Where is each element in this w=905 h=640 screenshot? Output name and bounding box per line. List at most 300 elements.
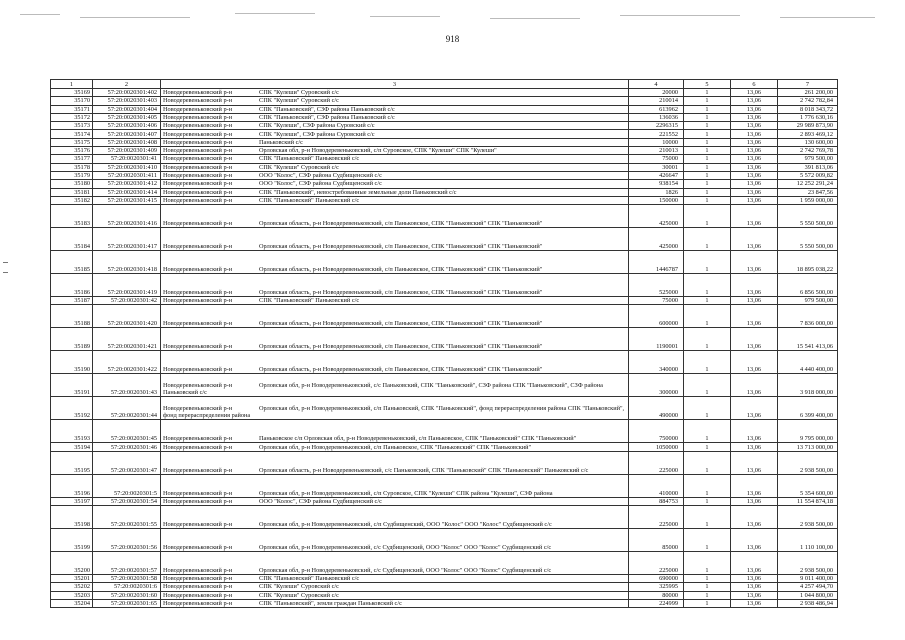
cadastral-value: 5 572 009,82	[778, 171, 838, 179]
address-text: ООО "Колос", СЗФ района Судбищенский с/с	[259, 172, 382, 180]
location-cell	[161, 529, 629, 552]
row-number: 35185	[51, 251, 93, 274]
rate-value: 13,06	[731, 497, 778, 505]
table-row	[51, 583, 838, 591]
quantity-value: 1	[684, 575, 731, 583]
table-row	[51, 130, 838, 138]
cadastral-value: 391 813,06	[778, 163, 838, 171]
column-header: 6	[731, 80, 778, 89]
row-number: 35201	[51, 575, 93, 583]
cadastral-value: 7 836 000,00	[778, 305, 838, 328]
district-name: Новодеревеньковский р-н	[163, 130, 233, 138]
rate-value: 13,06	[731, 251, 778, 274]
cadastral-number: 57:20:0020301:42	[93, 297, 161, 305]
table-row	[51, 180, 838, 188]
cadastral-value: 2 938 500,00	[778, 506, 838, 529]
cadastral-value: 3 918 000,00	[778, 374, 838, 397]
address-text: СПК "Паньковский" Паньковский с/с	[259, 196, 360, 204]
location-cell	[161, 105, 629, 113]
rate-value: 13,06	[731, 171, 778, 179]
quantity-value: 1	[684, 228, 731, 251]
cadastral-value: 5 354 600,00	[778, 474, 838, 497]
district-name: Новодеревеньковский р-н	[163, 122, 233, 130]
cadastral-value: 5 550 500,00	[778, 228, 838, 251]
cadastral-value: 29 989 873,90	[778, 122, 838, 130]
table-row	[51, 351, 838, 374]
quantity-value: 1	[684, 138, 731, 146]
rate-value: 13,06	[731, 274, 778, 297]
cadastral-value: 2 742 769,78	[778, 147, 838, 155]
cadastral-number: 57:20:0020301:65	[93, 599, 161, 607]
district-name: Новодеревеньковский р-н	[163, 163, 233, 171]
row-number: 35198	[51, 506, 93, 529]
location-cell	[161, 251, 629, 274]
district-name: Новодеревеньковский р-н	[163, 435, 233, 443]
area-value: 210013	[629, 147, 684, 155]
cadastral-number: 57:20:0020301:421	[93, 328, 161, 351]
cadastral-number: 57:20:0020301:420	[93, 305, 161, 328]
row-number: 35171	[51, 105, 93, 113]
row-number: 35183	[51, 205, 93, 228]
row-number: 35200	[51, 552, 93, 575]
rate-value: 13,06	[731, 451, 778, 474]
address-text: Паньковский с/с	[259, 138, 303, 146]
location-cell	[161, 205, 629, 228]
cadastral-value: 2 938 486,94	[778, 599, 838, 607]
quantity-value: 1	[684, 599, 731, 607]
location-cell	[161, 297, 629, 305]
table-row	[51, 138, 838, 146]
table-row	[51, 97, 838, 105]
location-cell	[161, 138, 629, 146]
district-name: Новодеревеньковский р-н	[163, 366, 233, 374]
cadastral-number: 57:20:0020301:402	[93, 89, 161, 97]
rate-value: 13,06	[731, 575, 778, 583]
column-header: 3	[161, 80, 629, 89]
row-number: 35170	[51, 97, 93, 105]
row-number: 35169	[51, 89, 93, 97]
table-row	[51, 251, 838, 274]
rate-value: 13,06	[731, 305, 778, 328]
area-value: 340000	[629, 351, 684, 374]
area-value: 884753	[629, 497, 684, 505]
table-row	[51, 474, 838, 497]
district-name: Новодеревеньковский р-н	[163, 138, 233, 146]
district-name: Новодеревеньковский р-н	[163, 575, 233, 583]
area-value: 600000	[629, 305, 684, 328]
quantity-value: 1	[684, 497, 731, 505]
table-row	[51, 155, 838, 163]
cadastral-number: 57:20:0020301:57	[93, 552, 161, 575]
table-row	[51, 171, 838, 179]
area-value: 150000	[629, 196, 684, 204]
rate-value: 13,06	[731, 105, 778, 113]
quantity-value: 1	[684, 89, 731, 97]
cadastral-value: 261 200,00	[778, 89, 838, 97]
address-text: Орловская область, р-н Новодеревеньковский, с/п Паньковское, СПК "Паньковский" СПК "Паньковский"	[259, 219, 543, 227]
cadastral-number: 57:20:0020301:408	[93, 138, 161, 146]
rate-value: 13,06	[731, 474, 778, 497]
row-number: 35188	[51, 305, 93, 328]
cadastral-number: 57:20:0020301:415	[93, 196, 161, 204]
cadastral-number: 57:20:0020301:406	[93, 122, 161, 130]
rate-value: 13,06	[731, 351, 778, 374]
row-number: 35199	[51, 529, 93, 552]
quantity-value: 1	[684, 122, 731, 130]
location-cell	[161, 497, 629, 505]
area-value: 1826	[629, 188, 684, 196]
district-name: Новодеревеньковский р-н	[163, 89, 233, 97]
district-name: Новодеревеньковский р-н	[163, 180, 233, 188]
cadastral-value: 1 044 800,00	[778, 591, 838, 599]
rate-value: 13,06	[731, 529, 778, 552]
row-number: 35175	[51, 138, 93, 146]
cadastral-value: 1 959 000,00	[778, 196, 838, 204]
cadastral-number: 57:20:0020301:44	[93, 397, 161, 420]
row-number: 35179	[51, 171, 93, 179]
location-cell	[161, 583, 629, 591]
rate-value: 13,06	[731, 599, 778, 607]
rate-value: 13,06	[731, 89, 778, 97]
rate-value: 13,06	[731, 163, 778, 171]
row-number: 35187	[51, 297, 93, 305]
area-value: 690000	[629, 575, 684, 583]
area-value: 1190001	[629, 328, 684, 351]
quantity-value: 1	[684, 297, 731, 305]
cadastral-number: 57:20:0020301:418	[93, 251, 161, 274]
address-text: СПК "Паньковский", СЗФ района Паньковский с/с	[259, 113, 395, 121]
location-cell	[161, 328, 629, 351]
cadastral-value: 4 440 400,00	[778, 351, 838, 374]
quantity-value: 1	[684, 351, 731, 374]
area-value: 425000	[629, 228, 684, 251]
quantity-value: 1	[684, 506, 731, 529]
location-cell	[161, 113, 629, 121]
rate-value: 13,06	[731, 506, 778, 529]
row-number: 35202	[51, 583, 93, 591]
column-header: 5	[684, 80, 731, 89]
district-name: Новодеревеньковский р-н	[163, 543, 233, 551]
cadastral-number: 57:20:0020301:46	[93, 443, 161, 451]
rate-value: 13,06	[731, 155, 778, 163]
quantity-value: 1	[684, 374, 731, 397]
location-cell	[161, 451, 629, 474]
rate-value: 13,06	[731, 130, 778, 138]
area-value: 85000	[629, 529, 684, 552]
area-value: 1446787	[629, 251, 684, 274]
address-text: Паньковское с/п Орловская обл, р-н Новодеревеньковский, с/п Паньковское, СПК "Паньковский" СПК "Паньковский"	[259, 435, 577, 443]
table-row	[51, 196, 838, 204]
district-name: Новодеревеньковский р-н	[163, 583, 233, 591]
quantity-value: 1	[684, 397, 731, 420]
address-text: Орловская обл, р-н Новодеревеньковский, с/п Суровское, СПК "Кулеши" СПК "Кулеши"	[259, 147, 497, 155]
cadastral-value: 6 856 500,00	[778, 274, 838, 297]
area-value: 1050000	[629, 443, 684, 451]
quantity-value: 1	[684, 583, 731, 591]
row-number: 35197	[51, 497, 93, 505]
row-number: 35194	[51, 443, 93, 451]
row-number: 35195	[51, 451, 93, 474]
cadastral-number: 57:20:0020301:404	[93, 105, 161, 113]
area-value: 10000	[629, 138, 684, 146]
address-text: ООО "Колос", СЗФ района Судбищенский с/с	[259, 497, 382, 505]
quantity-value: 1	[684, 155, 731, 163]
cadastral-number: 57:20:0020301:54	[93, 497, 161, 505]
location-cell	[161, 188, 629, 196]
location-cell	[161, 122, 629, 130]
row-number: 35172	[51, 113, 93, 121]
cadastral-number: 57:20:0020301:405	[93, 113, 161, 121]
cadastral-number: 57:20:0020301:43	[93, 374, 161, 397]
area-value: 80000	[629, 591, 684, 599]
location-cell	[161, 171, 629, 179]
quantity-value: 1	[684, 147, 731, 155]
address-text: СПК "Паньковский", невостребованные земельные доли Паньковский с/с	[259, 188, 457, 196]
table-row	[51, 89, 838, 97]
cadastral-number: 57:20:0020301:412	[93, 180, 161, 188]
address-text: Орловская обл, р-н Новодеревеньковский, с/п Суровское, СПК "Кулеши" СПК района "Кулеши", СЗФ района	[259, 489, 553, 497]
column-header-row	[51, 80, 838, 89]
column-header: 7	[778, 80, 838, 89]
address-text: СПК "Кулеши", СЗФ района Суровский с/с	[259, 130, 375, 138]
quantity-value: 1	[684, 251, 731, 274]
district-name: Новодеревеньковский р-н	[163, 196, 233, 204]
address-text: Орловская обл, р-н Новодеревеньковский, с/с Судбищенский, ООО "Колос" ООО "Колос" Судбищенский с/с	[259, 566, 552, 574]
table-row	[51, 451, 838, 474]
table-row	[51, 274, 838, 297]
rate-value: 13,06	[731, 180, 778, 188]
cadastral-value: 130 600,00	[778, 138, 838, 146]
location-cell	[161, 155, 629, 163]
cadastral-value: 11 554 874,18	[778, 497, 838, 505]
district-name: Новодеревеньковский р-н	[163, 297, 233, 305]
rate-value: 13,06	[731, 228, 778, 251]
area-value: 750000	[629, 420, 684, 443]
address-text: СПК "Паньковский", СЗФ района Паньковский с/с	[259, 105, 395, 113]
table-row	[51, 552, 838, 575]
rate-value: 13,06	[731, 196, 778, 204]
cadastral-number: 57:20:0020301:58	[93, 575, 161, 583]
address-text: СПК "Кулеши" Суровский с/с	[259, 97, 339, 105]
district-name: Новодеревеньковский р-н	[163, 155, 233, 163]
address-text: Орловская область, р-н Новодеревеньковский, с/п Паньковское, СПК "Паньковский" СПК "Паньковский"	[259, 265, 543, 273]
rate-value: 13,06	[731, 113, 778, 121]
area-value: 75000	[629, 155, 684, 163]
location-cell	[161, 552, 629, 575]
row-number: 35181	[51, 188, 93, 196]
rate-value: 13,06	[731, 205, 778, 228]
cadastral-value: 1 776 630,16	[778, 113, 838, 121]
quantity-value: 1	[684, 171, 731, 179]
district-name: Новодеревеньковский р-н	[163, 242, 233, 250]
address-text: Орловская область, р-н Новодеревеньковский, с/п Паньковское, СПК "Паньковский" СПК "Паньковский"	[259, 288, 543, 296]
area-value: 938154	[629, 180, 684, 188]
district-name: Новодеревеньковский р-н	[163, 600, 233, 608]
quantity-value: 1	[684, 188, 731, 196]
quantity-value: 1	[684, 113, 731, 121]
cadastral-number: 57:20:0020301:411	[93, 171, 161, 179]
cadastral-value: 2 893 469,12	[778, 130, 838, 138]
rate-value: 13,06	[731, 188, 778, 196]
location-cell	[161, 180, 629, 188]
rate-value: 13,06	[731, 374, 778, 397]
row-number: 35204	[51, 599, 93, 607]
row-number: 35176	[51, 147, 93, 155]
location-cell	[161, 163, 629, 171]
quantity-value: 1	[684, 443, 731, 451]
table-row	[51, 163, 838, 171]
address-text: Орловская область, р-н Новодеревеньковский, с/п Паньковское, СПК "Паньковский" СПК "Паньковский"	[259, 242, 543, 250]
cadastral-value: 2 938 500,00	[778, 451, 838, 474]
location-cell	[161, 420, 629, 443]
edge-mark	[3, 272, 8, 273]
cadastral-value: 13 713 000,00	[778, 443, 838, 451]
cadastral-number: 57:20:0020301:6	[93, 583, 161, 591]
cadastral-value: 8 018 343,72	[778, 105, 838, 113]
quantity-value: 1	[684, 205, 731, 228]
cadastral-value: 18 895 038,22	[778, 251, 838, 274]
area-value: 225000	[629, 451, 684, 474]
address-text: Орловская область, р-н Новодеревеньковский, с/п Паньковское, СПК "Паньковский" СПК "Паньковский"	[259, 320, 543, 328]
quantity-value: 1	[684, 474, 731, 497]
table-row	[51, 591, 838, 599]
area-value: 221552	[629, 130, 684, 138]
quantity-value: 1	[684, 305, 731, 328]
address-text: ООО "Колос", СЗФ района Судбищенский с/с	[259, 180, 382, 188]
address-text: Орловская обл, р-н Новодеревеньковский, с/п Паньковское, СПК "Паньковский" СПК "Паньковский"	[259, 443, 532, 451]
rate-value: 13,06	[731, 420, 778, 443]
rate-value: 13,06	[731, 443, 778, 451]
district-name: Новодеревеньковский р-н	[163, 265, 233, 273]
area-value: 225000	[629, 506, 684, 529]
address-text: СПК "Паньковский" Паньковский с/с	[259, 297, 360, 305]
address-text: СПК "Кулеши" Суровский с/с	[259, 591, 339, 599]
cadastral-number: 57:20:0020301:410	[93, 163, 161, 171]
table-row	[51, 397, 838, 420]
cadastral-value: 4 257 494,70	[778, 583, 838, 591]
edge-mark	[3, 262, 8, 263]
address-text: СПК "Кулеши" Суровский с/с	[259, 89, 339, 97]
location-cell	[161, 351, 629, 374]
location-cell	[161, 89, 629, 97]
cadastral-value: 15 541 413,06	[778, 328, 838, 351]
table-row	[51, 297, 838, 305]
rate-value: 13,06	[731, 138, 778, 146]
area-value: 225000	[629, 552, 684, 575]
address-text: Орловская обл, р-н Новодеревеньковский, с/п Судбищенский, ООО "Колос" ООО "Колос" Судбищенский с/с	[259, 520, 552, 528]
location-cell	[161, 599, 629, 607]
cadastral-value: 5 550 500,00	[778, 205, 838, 228]
district-name: Новодеревеньковский р-н	[163, 520, 233, 528]
location-cell	[161, 506, 629, 529]
cadastral-number: 57:20:0020301:409	[93, 147, 161, 155]
table-row	[51, 147, 838, 155]
area-value: 410000	[629, 474, 684, 497]
district-name: Новодеревеньковский р-н	[163, 172, 233, 180]
row-number: 35191	[51, 374, 93, 397]
location-cell	[161, 575, 629, 583]
row-number: 35173	[51, 122, 93, 130]
quantity-value: 1	[684, 180, 731, 188]
area-value: 425000	[629, 205, 684, 228]
area-value: 2296315	[629, 122, 684, 130]
cadastral-value: 979 500,00	[778, 297, 838, 305]
quantity-value: 1	[684, 420, 731, 443]
location-cell	[161, 274, 629, 297]
location-cell	[161, 397, 629, 420]
row-number: 35190	[51, 351, 93, 374]
district-name: Новодеревеньковский р-н	[163, 591, 233, 599]
row-number: 35174	[51, 130, 93, 138]
address-text: СПК "Паньковский" Паньковский с/с	[259, 155, 360, 163]
area-value: 300000	[629, 374, 684, 397]
location-cell	[161, 474, 629, 497]
cadastral-number: 57:20:0020301:56	[93, 529, 161, 552]
district-name: Новодеревеньковский р-н	[163, 113, 233, 121]
area-value: 20000	[629, 89, 684, 97]
quantity-value: 1	[684, 105, 731, 113]
rate-value: 13,06	[731, 591, 778, 599]
cadastral-value: 9 795 000,00	[778, 420, 838, 443]
row-number: 35193	[51, 420, 93, 443]
quantity-value: 1	[684, 529, 731, 552]
location-cell	[161, 147, 629, 155]
location-cell	[161, 443, 629, 451]
table-row	[51, 529, 838, 552]
row-number: 35189	[51, 328, 93, 351]
address-text: СПК "Кулеши" Суровский с/с	[259, 583, 339, 591]
district-name: Новодеревеньковский р-н	[163, 147, 233, 155]
address-text: Орловская обл, р-н Новодеревеньковский, с/с Судбищенский, ООО "Колос" ООО "Колос" Судбищенский с/с	[259, 543, 552, 551]
cadastral-value: 979 500,00	[778, 155, 838, 163]
area-value: 426647	[629, 171, 684, 179]
table-row	[51, 205, 838, 228]
location-cell	[161, 591, 629, 599]
row-number: 35186	[51, 274, 93, 297]
area-value: 210014	[629, 97, 684, 105]
rate-value: 13,06	[731, 328, 778, 351]
quantity-value: 1	[684, 97, 731, 105]
cadastral-value: 12 252 291,24	[778, 180, 838, 188]
district-name: Новодеревеньковский р-н	[163, 382, 233, 390]
row-number: 35178	[51, 163, 93, 171]
quantity-value: 1	[684, 274, 731, 297]
cadastral-value: 2 742 782,84	[778, 97, 838, 105]
row-number: 35182	[51, 196, 93, 204]
district-name: Новодеревеньковский р-н	[163, 405, 233, 413]
address-text: СПК "Паньковский", земли граждан Паньковский с/с	[259, 600, 402, 608]
scan-artifacts	[20, 8, 880, 22]
table-row	[51, 374, 838, 397]
address-text: СПК "Кулеши", СЗФ района Суровский с/с	[259, 122, 375, 130]
address-text: Орловская обл, р-н Новодеревеньковский, с/с Паньковский, СПК "Паньковский", СЗФ района СПК "Паньковский", СЗФ района Паньковский с/с	[163, 382, 603, 397]
district-name: Новодеревеньковский р-н	[163, 97, 233, 105]
area-value: 136036	[629, 113, 684, 121]
rate-value: 13,06	[731, 297, 778, 305]
district-name: Новодеревеньковский р-н	[163, 489, 233, 497]
area-value: 490000	[629, 397, 684, 420]
area-value: 325995	[629, 583, 684, 591]
address-text: Орловская область, р-н Новодеревеньковский, с/п Паньковское, СПК "Паньковский" СПК "Паньковский"	[259, 343, 543, 351]
row-number: 35196	[51, 474, 93, 497]
row-number: 35184	[51, 228, 93, 251]
cadastral-number: 57:20:0020301:416	[93, 205, 161, 228]
column-header: 1	[51, 80, 93, 89]
table-row	[51, 122, 838, 130]
area-value: 613962	[629, 105, 684, 113]
address-text: СПК "Паньковский" Паньковский с/с	[259, 575, 360, 583]
area-value: 224999	[629, 599, 684, 607]
